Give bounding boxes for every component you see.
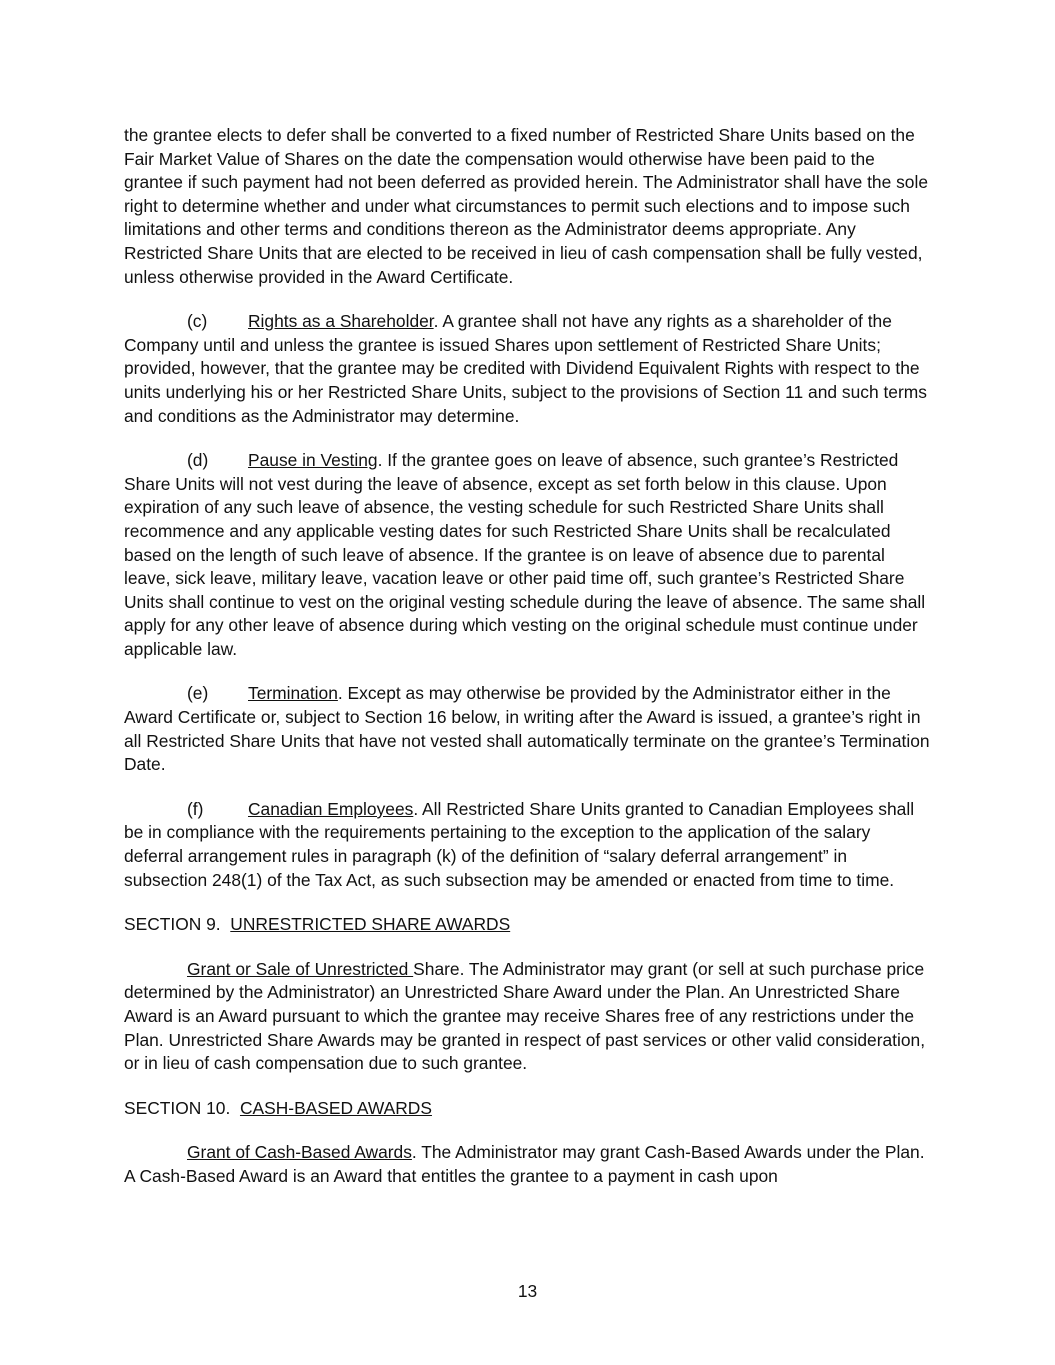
section-10-text: . The Administrator may grant Cash-Based Awards under the Plan. A Cash-Based Award is an Award that entitles the grantee to a payment in cash upon: [124, 1142, 925, 1186]
clause-c-heading: Rights as a Shareholder: [248, 311, 434, 332]
clause-e: [124, 682, 932, 776]
document-page: [124, 124, 932, 1210]
clause-f: [124, 798, 932, 892]
section-9-subheading: Grant or Sale of Unrestricted: [187, 958, 414, 979]
clause-f-heading: Canadian Employees: [248, 798, 414, 819]
section-10-subheading: Grant of Cash-Based Awards: [187, 1142, 412, 1163]
section-10-body: [124, 1141, 932, 1188]
section-9-body: [124, 958, 932, 1076]
section-9-prefix: SECTION 9.: [124, 914, 231, 935]
section-10-heading: [124, 1097, 932, 1121]
section-10-prefix: SECTION 10.: [124, 1097, 240, 1118]
clause-c: [124, 310, 932, 428]
clause-c-number: (c): [187, 311, 208, 332]
clause-e-text: . Except as may otherwise be provided by the Administrator either in the Award Certificate or, subject to Section 16 below, in writing after the Award is issued, a grantee’s right in all Restricted Share Units that have not vested shall automatically terminate on the grantee’s Termination Date.: [124, 683, 930, 775]
section-9-title: UNRESTRICTED SHARE AWARDS: [230, 914, 511, 935]
clause-d: [124, 449, 932, 661]
clause-d-number: (d): [187, 450, 209, 471]
clause-e-number: (e): [187, 683, 209, 704]
section-9-text: Share. The Administrator may grant (or sell at such purchase price determined by the Administrator) an Unrestricted Share Award under the Plan. An Unrestricted Share Award is an Award pursuant to which the grantee may receive Shares free of any restrictions under the Plan. Unrestricted Share Awards may be granted in respect of past services or other valid consideration, or in lieu of cash compensation due to such grantee.: [124, 958, 926, 1074]
section-10-title: CASH-BASED AWARDS: [239, 1097, 432, 1118]
paragraph-continuation: the grantee elects to defer shall be converted to a fixed number of Restricted Share Units based on the Fair Market Value of Shares on the date the compensation would otherwise have been paid to the grantee if such payment had not been deferred as provided herein. The Administrator shall have the sole right to determine whether and under what circumstances to permit such elections and to impose such limitations and other terms and conditions thereon as the Administrator deems appropriate. Any Restricted Share Units that are elected to be received in lieu of cash compensation shall be fully vested, unless otherwise provided in the Award Certificate.: [124, 125, 929, 287]
section-9-heading: [124, 913, 932, 937]
clause-d-text: . If the grantee goes on leave of absence, such grantee’s Restricted Share Units will not vest during the leave of absence, except as set forth below in this clause. Upon expiration of any such leave of absence, the vesting schedule for such Restricted Share Units shall recommence and any applicable vesting dates for such Restricted Share Units shall be recalculated based on the length of such leave of absence. If the grantee is on leave of absence due to parental leave, sick leave, military leave, vacation leave or other paid time off, such grantee’s Restricted Share Units shall continue to vest on the original vesting schedule during the leave of absence. The same shall apply for any other leave of absence during which vesting on the original schedule must continue under applicable law.: [124, 450, 926, 659]
clause-f-text: . All Restricted Share Units granted to Canadian Employees shall be in compliance with the requirements pertaining to the exception to the application of the salary deferral arrangement rules in paragraph (k) of the definition of “salary deferral arrangement” in subsection 248(1) of the Tax Act, as such subsection may be amended or enacted from time to time.: [124, 798, 915, 890]
clause-d-heading: Pause in Vesting: [248, 450, 378, 471]
page-number: 13: [517, 1281, 538, 1301]
clause-e-heading: Termination: [248, 683, 338, 704]
clause-c-text: . A grantee shall not have any rights as a shareholder of the Company until and unless the grantee is issued Shares upon settlement of Restricted Share Units; provided, however, that the grantee may be credited with Dividend Equivalent Rights with respect to the units underlying his or her Restricted Share Units, subject to the provisions of Section 11 and such terms and conditions as the Administrator may determine.: [124, 311, 927, 426]
clause-f-number: (f): [187, 798, 204, 819]
